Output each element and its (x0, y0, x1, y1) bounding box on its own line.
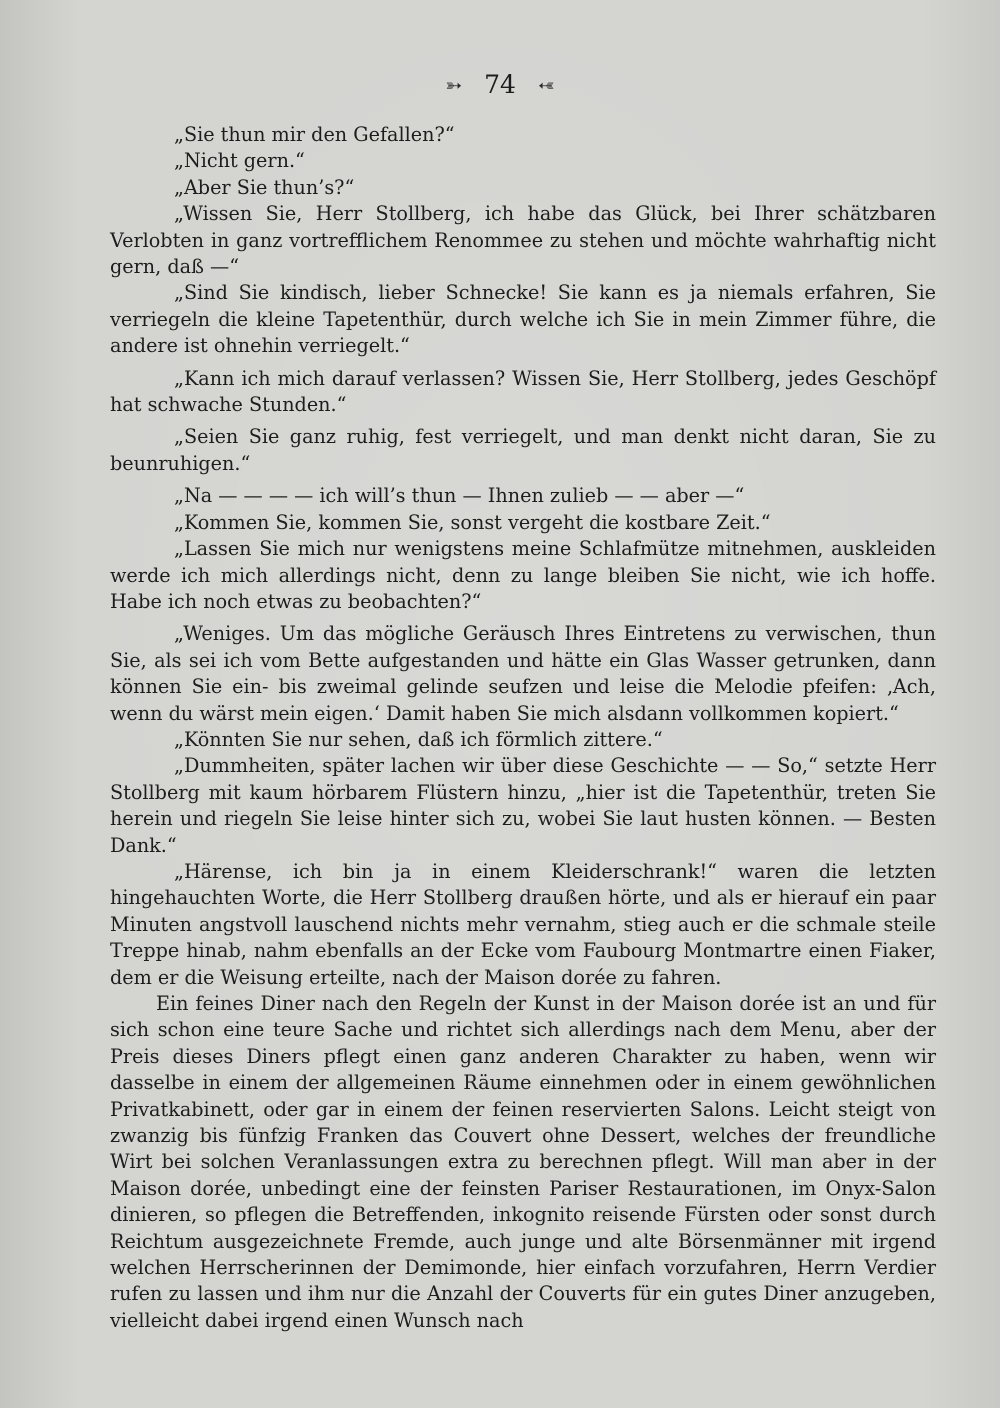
paragraph-15: Ein feines Diner nach den Regeln der Kunst in der Maison dorée ist an und für sich schon eine teure Sache und richtet sich allerdings nach dem Menu, aber der Preis dieses Diners pflegt einen ganz anderen Charakter zu haben, wenn wir dasselbe in einem der allgemeinen Räume einnehmen oder in einem gewöhnlichen Privatkabinett, oder gar in einem der feinen reservierten Salons. Leicht steigt von zwanzig bis fünfzig Franken das Couvert ohne Dessert, welches der freundliche Wirt bei solchen Veranlassungen extra zu berechnen pflegt. Will man aber in der Maison dorée, unbedingt eine der feinsten Pariser Restaurationen, im Onyx-Salon dinieren, so pflegen die Betreffenden, inkognito reisende Fürsten oder sonst durch Reichtum ausgezeichnete Fremde, auch junge und alte Börsenmänner mit irgend welchen Herrscherinnen der Demimonde, hier einfach vorzufahren, Herrn Verdier rufen zu lassen und ihm nur die Anzahl der Couverts für ein gutes Diner anzugeben, vielleicht dabei irgend einen Wunsch nach (110, 992, 936, 1332)
paragraph-8: „Na — — — — ich will’s thun — Ihnen zulieb — — aber —“ (174, 484, 745, 508)
paragraph-2: „Nicht gern.“ (174, 149, 305, 173)
body-text (110, 122, 936, 1334)
paragraph-12: „Könnten Sie nur sehen, daß ich förmlich zittere.“ (174, 727, 663, 751)
right-ornament-icon: ➳ (541, 72, 555, 97)
paragraph-1: „Sie thun mir den Gefallen?“ (174, 123, 455, 146)
paragraph-10: „Lassen Sie mich nur wenigstens meine Schlafmütze mitnehmen, auskleiden werde ich mich allerdings nicht, denn zu lange bleiben Sie nicht, wie ich hoffe. Habe ich noch etwas zu beobachten?“ (110, 537, 936, 613)
paragraph-11: „Weniges. Um das mögliche Geräusch Ihres Eintretens zu verwischen, thun Sie, als sei ich vom Bette aufgestanden und hätte ein Glas Wasser getrunken, dann können Sie ein- bis zweimal gelinde seufzen und leise die Melodie pfeifen: ‚Ach, wenn du wärst mein eigen.‘ Damit haben Sie mich alsdann vollkommen kopiert.“ (110, 622, 936, 725)
left-ornament-icon: ➳ (445, 72, 459, 97)
paragraph-4: „Wissen Sie, Herr Stollberg, ich habe das Glück, bei Ihrer schätzbaren Verlobten in ganz vortrefflichem Renommee zu stehen und möchte wahrhaftig nicht gern, daß —“ (110, 202, 936, 279)
paragraph-13: „Dummheiten, später lachen wir über diese Geschichte — — So,“ setzte Herr Stollberg mit kaum hörbarem Flüstern hinzu, „hier ist die Tapetenthür, treten Sie herein und riegeln Sie leise hinter sich zu, wobei Sie laut husten können. — Besten Dank.“ (110, 754, 936, 857)
paragraph-14: „Härense, ich bin ja in einem Kleiderschrank!“ waren die letzten hingehauchten Worte, die Herr Stollberg draußen hörte, und als er hierauf ein paar Minuten angstvoll lauschend nichts mehr vernahm, stieg auch er die schmale steile Treppe hinab, nahm ebenfalls an der Ecke vom Faubourg Montmartre einen Fiaker, dem er die Weisung erteilte, nach der Maison dorée zu fahren. (110, 859, 936, 989)
page-number: 74 (484, 70, 516, 99)
paragraph-9: „Kommen Sie, kommen Sie, sonst vergeht die kostbare Zeit.“ (174, 510, 771, 534)
paragraph-6: „Kann ich mich darauf verlassen? Wissen Sie, Herr Stollberg, jedes Geschöpf hat schwache Stunden.“ (110, 366, 936, 417)
paragraph-7: „Seien Sie ganz ruhig, fest verriegelt, und man denkt nicht daran, Sie zu beunruhigen.“ (110, 425, 936, 475)
paragraph-5: „Sind Sie kindisch, lieber Schnecke! Sie kann es ja niemals erfahren, Sie verriegeln die kleine Tapetenthür, durch welche ich Sie in mein Zimmer führe, die andere ist ohnehin verriegelt.“ (110, 281, 936, 358)
page-header (0, 70, 1000, 99)
paragraph-3: „Aber Sie thun’s?“ (174, 175, 355, 199)
